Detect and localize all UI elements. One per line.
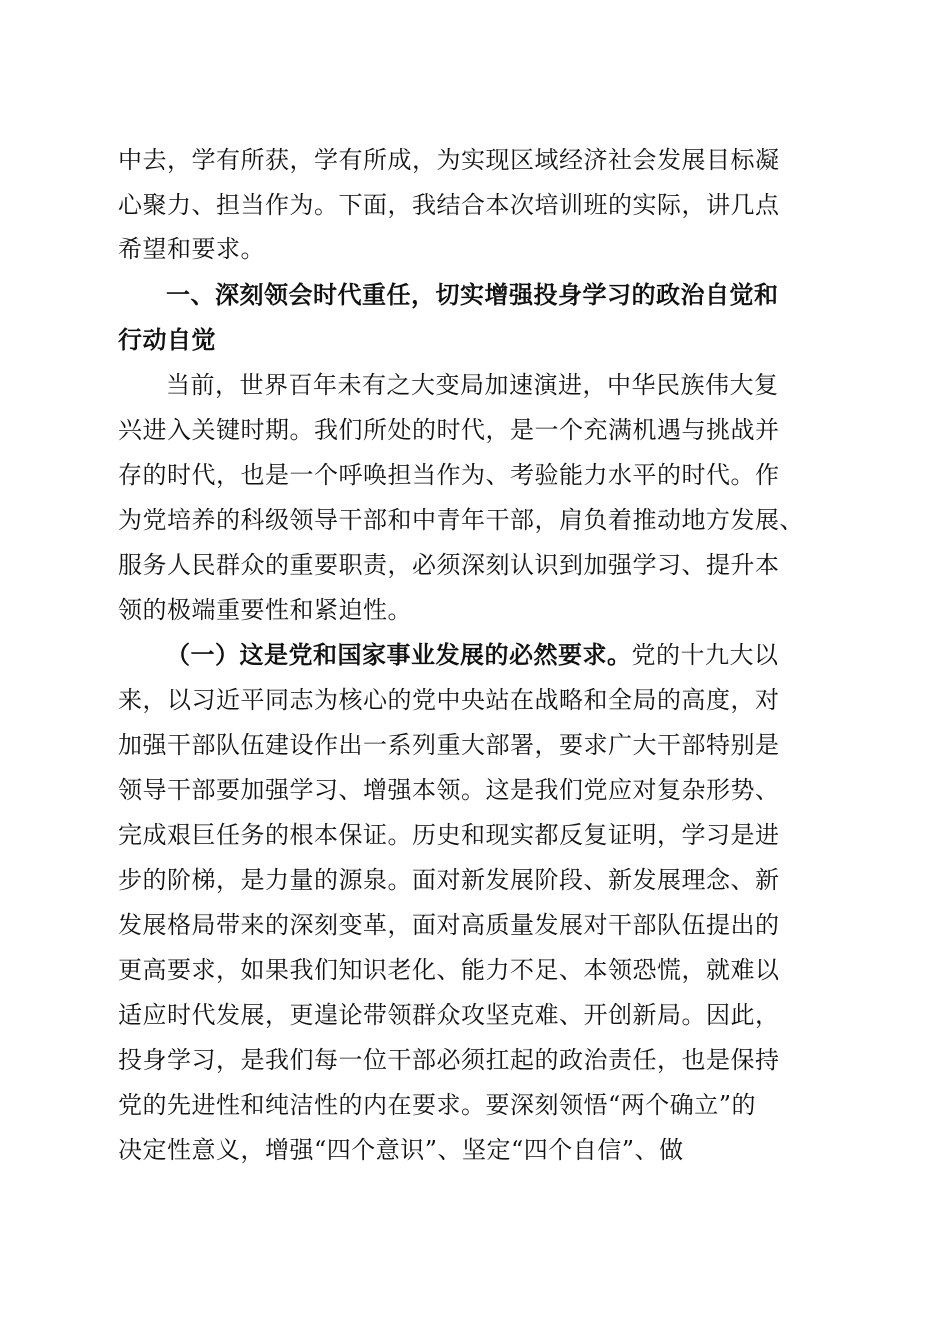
body-text-line: 完成艰巨任务的根本保证。历史和现实都反复证明，学习是进 [118,821,780,849]
section-heading-line: 一、深刻领会时代重任，切实增强投身学习的政治自觉和 [166,280,779,309]
body-text-line: 投身学习，是我们每一位干部必须扛起的政治责任，也是保持 [118,1046,780,1074]
body-text-line: 来，以习近平同志为核心的党中央站在战略和全局的高度，对 [118,686,780,714]
body-text-line: 领导干部要加强学习、增强本领。这是我们党应对复杂形势、 [118,776,780,804]
body-text-line: 兴进入关键时期。我们所处的时代，是一个充满机遇与挑战并 [118,416,780,444]
body-text-line: 党的先进性和纯洁性的内在要求。要深刻领悟“两个确立”的 [118,1091,757,1119]
body-text-line: 心聚力、担当作为。下面，我结合本次培训班的实际，讲几点 [118,191,780,219]
body-text-line: 当前，世界百年未有之大变局加速演进，中华民族伟大复 [166,371,779,399]
body-text-line: 发展格局带来的深刻变革，面对高质量发展对干部队伍提出的 [118,911,780,939]
body-text-line: 更高要求，如果我们知识老化、能力不足、本领恐慌，就难以 [118,956,780,984]
body-text-line: 服务人民群众的重要职责，必须深刻认识到加强学习、提升本 [118,551,780,579]
body-text-line: 为党培养的科级领导干部和中青年干部，肩负着推动地方发展、 [118,506,804,534]
subsection-line [166,640,779,670]
body-text-line: 适应时代发展，更遑论带领群众攻坚克难、开创新局。因此， [118,1001,780,1029]
body-text-line: 存的时代，也是一个呼唤担当作为、考验能力水平的时代。作 [118,461,780,489]
subsection-text: 党的十九大以 [631,641,779,669]
body-text-line: 步的阶梯，是力量的源泉。面对新发展阶段、新发展理念、新 [118,866,780,894]
section-heading-line: 行动自觉 [118,325,216,354]
body-text-line: 希望和要求。 [118,235,265,263]
body-text-line: 领的极端重要性和紧迫性。 [118,596,412,624]
body-text-line: 中去，学有所获，学有所成，为实现区域经济社会发展目标凝 [118,146,780,174]
body-text-line: 决定性意义，增强“四个意识”、坚定“四个自信”、做 [118,1136,684,1164]
subsection-heading: （一）这是党和国家事业发展的必然要求。 [166,640,632,669]
body-text-line: 加强干部队伍建设作出一系列重大部署，要求广大干部特别是 [118,731,780,759]
